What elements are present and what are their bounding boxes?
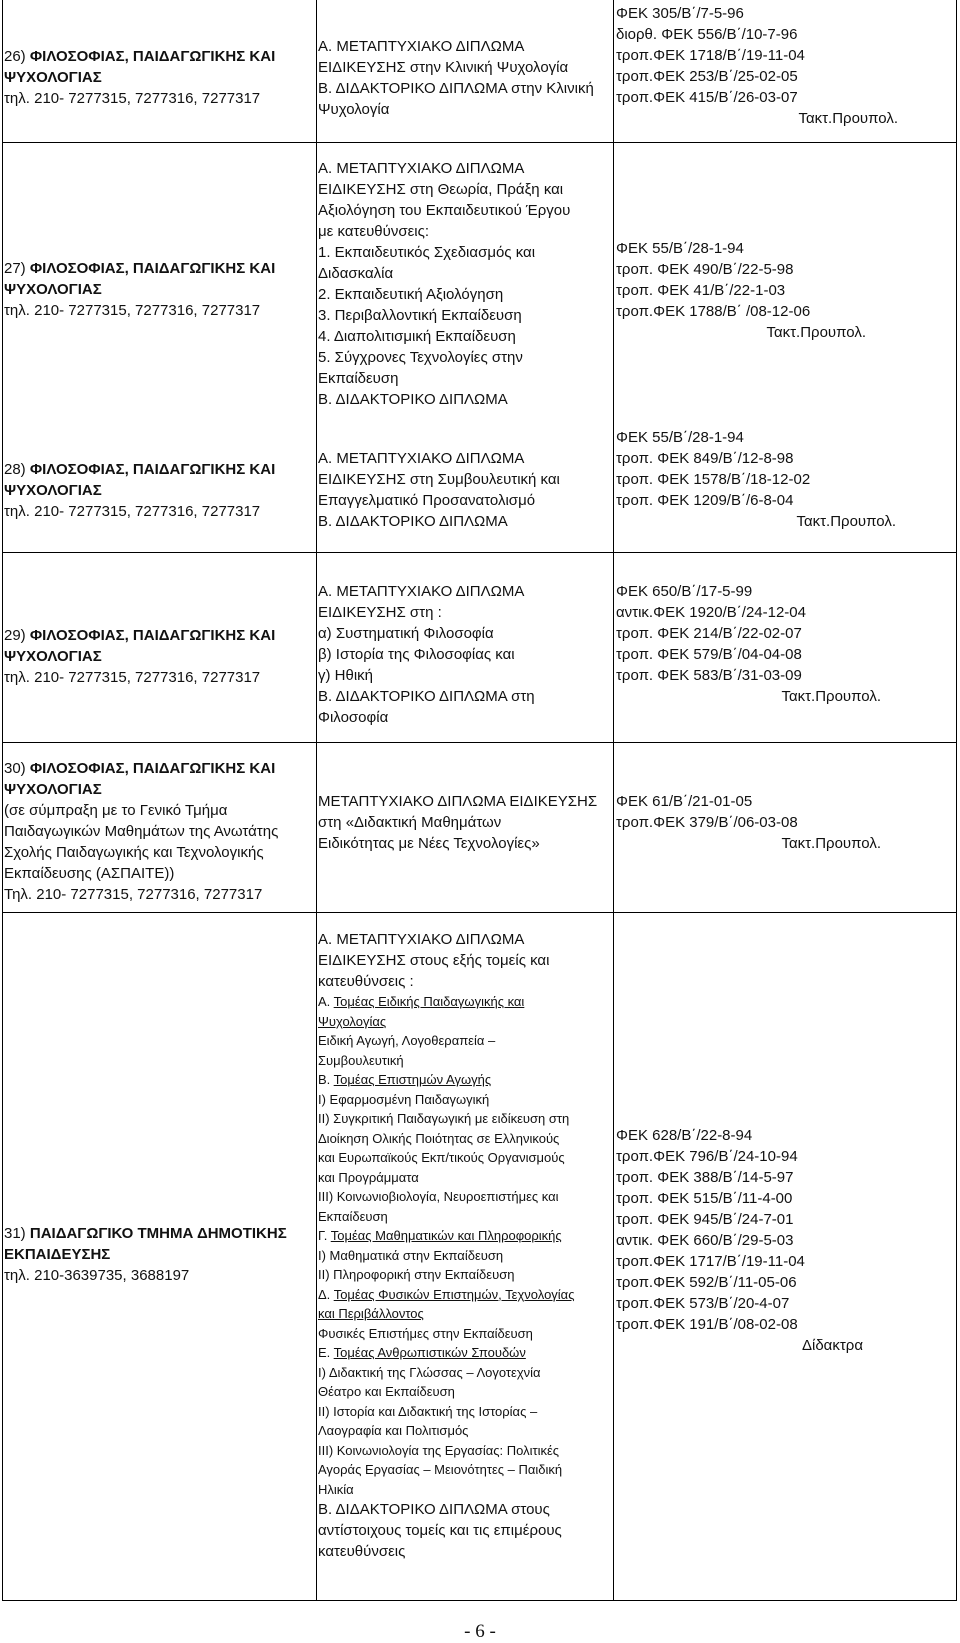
text-run: κατευθύνσεις : — [318, 973, 414, 990]
dept-line — [4, 1244, 287, 1265]
text-run: Ειδική Αγωγή, Λογοθεραπεία – — [318, 1033, 496, 1048]
program-line — [318, 929, 574, 950]
row29-program — [318, 581, 535, 728]
text-run: Α. ΜΕΤΑΠΤΥΧΙΑΚΟ ΔΙΠΛΩΜΑ — [318, 931, 525, 948]
fek-line — [616, 1188, 863, 1209]
fek-line — [616, 1314, 863, 1335]
program-line — [318, 326, 570, 347]
program-line — [318, 1304, 574, 1324]
text-run: αντικ.ΦΕΚ 1920/Β΄/24-12-04 — [616, 604, 806, 621]
text-run: τροπ. ΦΕΚ 214/Β΄/22-02-07 — [616, 625, 802, 642]
text-run: ΕΙΔΙΚΕΥΣΗΣ στη : — [318, 604, 442, 621]
program-line — [318, 1090, 574, 1110]
text-run: ΙΙΙ) Κοινωνιολογία της Εργασίας: Πολιτικές — [318, 1442, 560, 1458]
text-run: Ηλικία — [318, 1481, 354, 1497]
row28-program — [318, 448, 560, 532]
text-run: Β. ΔΙΔΑΚΤΟΡΙΚΟ ΔΙΠΛΩΜΑ στην Κλινική — [318, 80, 594, 97]
program-line — [318, 78, 594, 99]
row28-fek — [616, 427, 896, 532]
dept-line — [4, 459, 275, 480]
text-run: 3. Περιβαλλοντική Εκπαίδευση — [318, 307, 522, 324]
dept-line — [4, 300, 275, 321]
fek-line — [616, 280, 866, 301]
text-run: Δίδακτρα — [801, 1337, 863, 1354]
fek-line — [616, 1125, 863, 1146]
sector-title: Ψυχολογίας — [318, 1013, 387, 1029]
program-line — [318, 1343, 574, 1363]
dept-line — [4, 758, 278, 779]
row30-program — [318, 791, 597, 854]
program-line — [318, 158, 570, 179]
text-run: Δ. — [318, 1286, 334, 1302]
fek-line — [616, 448, 896, 469]
text-run: ΦΕΚ 61/Β΄/21-01-05 — [616, 793, 753, 810]
program-line — [318, 490, 560, 511]
row29-department — [4, 625, 275, 688]
text-run: τροπ.ΦΕΚ 573/Β΄/20-4-07 — [616, 1295, 790, 1312]
text-run: Εκπαίδευσης (ΑΣΠΑΙΤΕ)) — [4, 865, 175, 882]
program-line — [318, 992, 574, 1012]
text-run: 29) — [4, 627, 30, 644]
program-line — [318, 1382, 574, 1402]
program-line — [318, 707, 535, 728]
text-run: ΦΙΛΟΣΟΦΙΑΣ, ΠΑΙΔΑΓΩΓΙΚΗΣ ΚΑΙ — [29, 760, 276, 777]
text-run: Διοίκηση Ολικής Ποιότητας σε Ελληνικούς — [318, 1130, 560, 1146]
program-line — [318, 833, 597, 854]
fek-line — [616, 833, 881, 854]
text-run: 27) — [4, 260, 30, 277]
program-line — [318, 1051, 574, 1071]
text-run: ΦΕΚ 650/Β΄/17-5-99 — [616, 583, 753, 600]
text-run: Τηλ. 210- 7277315, 7277316, 7277317 — [4, 886, 263, 903]
text-run: Αγοράς Εργασίας – Μειονότητες – Παιδική — [318, 1462, 563, 1477]
text-run: τροπ. ΦΕΚ 579/Β΄/04-04-08 — [616, 646, 802, 663]
text-run: Ι) Διδακτική της Γλώσσας – Λογοτεχνία — [318, 1364, 541, 1380]
text-run: ΜΕΤΑΠΤΥΧΙΑΚΟ ΔΙΠΛΩΜΑ ΕΙΔΙΚΕΥΣΗΣ — [318, 793, 598, 810]
program-line — [318, 1363, 574, 1383]
text-run: ΦΕΚ 55/Β΄/28-1-94 — [616, 429, 744, 446]
sector-title: Τομέας Επιστημών Αγωγής — [333, 1072, 492, 1087]
text-run: Ι) Εφαρμοσμένη Παιδαγωγική — [318, 1091, 490, 1107]
fek-line — [616, 1230, 863, 1251]
program-line — [318, 1402, 574, 1422]
text-run: τροπ.ΦΕΚ 415/Β΄/26-03-07 — [616, 89, 798, 106]
text-run: κατευθύνσεις — [318, 1543, 406, 1560]
program-line — [318, 791, 597, 812]
text-run: ΙΙ) Ιστορία και Διδακτική της Ιστορίας – — [318, 1403, 538, 1419]
program-line — [318, 1187, 574, 1207]
row26-fek — [616, 3, 898, 129]
dept-line — [4, 779, 278, 800]
row-separator-28 — [2, 552, 957, 553]
row31-program — [318, 929, 574, 1562]
program-line — [318, 1460, 574, 1480]
text-run: Συμβουλευτική — [318, 1052, 404, 1068]
program-line — [318, 99, 594, 120]
text-run: ΕΚΠΑΙΔΕΥΣΗΣ — [4, 1246, 111, 1263]
fek-line — [616, 665, 881, 686]
text-run: τροπ.ΦΕΚ 191/Β΄/08-02-08 — [616, 1316, 798, 1333]
text-run: Β. ΔΙΔΑΚΤΟΡΙΚΟ ΔΙΠΛΩΜΑ — [318, 513, 508, 530]
text-run: τροπ. ΦΕΚ 515/Β΄/11-4-00 — [616, 1190, 793, 1207]
dept-line — [4, 667, 275, 688]
text-run: (σε σύμπραξη με το Γενικό Τμήμα — [4, 802, 228, 819]
program-line — [318, 347, 570, 368]
text-run: Εκπαίδευση — [318, 370, 399, 387]
text-run: ΕΙΔΙΚΕΥΣΗΣ στη Συμβουλευτική και — [318, 471, 560, 488]
text-run: ΠΑΙΔΑΓΩΓΙΚΟ ΤΜΗΜΑ ΔΗΜΟΤΙΚΗΣ — [29, 1225, 287, 1242]
text-run: Ειδικότητας με Νέες Τεχνολογίες» — [318, 835, 540, 852]
text-run: τροπ. ΦΕΚ 388/Β΄/14-5-97 — [616, 1169, 794, 1186]
fek-line — [616, 45, 898, 66]
text-run: Θέατρο και Εκπαίδευση — [318, 1384, 455, 1399]
text-run: Α. — [318, 994, 334, 1009]
text-run: τροπ.ΦΕΚ 1718/Β΄/19-11-04 — [616, 47, 805, 64]
program-line — [318, 686, 535, 707]
program-line — [318, 389, 570, 410]
fek-line — [616, 322, 866, 343]
text-run: ΦΙΛΟΣΟΦΙΑΣ, ΠΑΙΔΑΓΩΓΙΚΗΣ ΚΑΙ — [29, 260, 276, 277]
program-line — [318, 284, 570, 305]
text-run: ΦΕΚ 628/Β΄/22-8-94 — [616, 1127, 753, 1144]
dept-line — [4, 480, 275, 501]
fek-line — [616, 1272, 863, 1293]
fek-line — [616, 259, 866, 280]
table-border-right — [956, 0, 957, 1600]
row31-fek — [616, 1125, 863, 1356]
text-run: ΨΥΧΟΛΟΓΙΑΣ — [4, 781, 102, 798]
text-run: αντικ. ΦΕΚ 660/Β΄/29-5-03 — [616, 1232, 794, 1249]
text-run: ΙΙ) Συγκριτική Παιδαγωγική με ειδίκευση στη — [318, 1111, 570, 1126]
row-separator-30 — [2, 912, 957, 913]
program-line — [318, 1520, 574, 1541]
fek-line — [616, 301, 866, 322]
text-run: και Προγράμματα — [318, 1169, 419, 1185]
row27-fek — [616, 238, 866, 343]
text-run: τροπ. ΦΕΚ 945/Β΄/24-7-01 — [616, 1211, 794, 1228]
fek-line — [616, 87, 898, 108]
text-run: τροπ.ΦΕΚ 253/Β΄/25-02-05 — [616, 68, 798, 85]
text-run: ΕΙΔΙΚΕΥΣΗΣ στη Θεωρία, Πράξη και — [318, 181, 564, 198]
program-line — [318, 1207, 574, 1227]
text-run: Β. ΔΙΔΑΚΤΟΡΙΚΟ ΔΙΠΛΩΜΑ στους — [318, 1501, 550, 1518]
text-run: τροπ.ΦΕΚ 379/Β΄/06-03-08 — [616, 814, 798, 831]
row27-department — [4, 258, 275, 321]
sector-title: Τομέας Ειδικής Παιδαγωγικής και — [333, 994, 525, 1009]
program-line — [318, 368, 570, 389]
page-number: - 6 - — [464, 1621, 496, 1642]
text-run: 5. Σύγχρονες Τεχνολογίες στην — [318, 349, 523, 366]
text-run: Β. ΔΙΔΑΚΤΟΡΙΚΟ ΔΙΠΛΩΜΑ — [318, 391, 508, 408]
program-line — [318, 1226, 574, 1246]
text-run: ΦΙΛΟΣΟΦΙΑΣ, ΠΑΙΔΑΓΩΓΙΚΗΣ ΚΑΙ — [29, 627, 276, 644]
text-run: α) Συστηματική Φιλοσοφία — [318, 625, 494, 642]
text-run: Σχολής Παιδαγωγικής και Τεχνολογικής — [4, 844, 264, 861]
text-run: ΙΙΙ) Κοινωνιοβιολογία, Νευροεπιστήμες και — [318, 1189, 559, 1204]
program-line — [318, 665, 535, 686]
fek-line — [616, 66, 898, 87]
program-line — [318, 581, 535, 602]
text-run: Α. ΜΕΤΑΠΤΥΧΙΑΚΟ ΔΙΠΛΩΜΑ — [318, 38, 525, 55]
dept-line — [4, 646, 275, 667]
text-run: Τακτ.Προυπολ. — [781, 688, 881, 705]
text-run: Α. ΜΕΤΑΠΤΥΧΙΑΚΟ ΔΙΠΛΩΜΑ — [318, 160, 525, 177]
text-run: Τακτ.Προυπολ. — [781, 835, 881, 852]
program-line — [318, 602, 535, 623]
sector-title: και Περιβάλλοντος — [318, 1306, 424, 1321]
dept-line — [4, 501, 275, 522]
text-run: ΦΕΚ 305/Β΄/7-5-96 — [616, 5, 744, 22]
program-line — [318, 1031, 574, 1051]
text-run: Αξιολόγηση του Εκπαιδευτικού Έργου — [318, 202, 571, 219]
text-run: Φιλοσοφία — [318, 709, 389, 726]
program-line — [318, 179, 570, 200]
text-run: 4. Διαπολιτισμική Εκπαίδευση — [318, 328, 516, 345]
text-run: τροπ.ΦΕΚ 592/Β΄/11-05-06 — [616, 1274, 797, 1291]
text-run: 2. Εκπαιδευτική Αξιολόγηση — [318, 286, 504, 303]
program-line — [318, 1012, 574, 1032]
program-line — [318, 1480, 574, 1500]
sector-title: Τομέας Μαθηματικών και Πληροφορικής — [330, 1228, 562, 1243]
fek-line — [616, 581, 881, 602]
fek-line — [616, 812, 881, 833]
program-line — [318, 1421, 574, 1441]
fek-line — [616, 686, 881, 707]
row31-department — [4, 1223, 287, 1286]
text-run: αντίστοιχους τομείς και τις επιμέρους — [318, 1522, 562, 1539]
text-run: και Ευρωπαϊκούς Εκπ/τικούς Οργανισμούς — [318, 1150, 565, 1165]
text-run: τροπ.ΦΕΚ 1788/Β΄ /08-12-06 — [616, 303, 811, 320]
fek-line — [616, 238, 866, 259]
text-run: Α. ΜΕΤΑΠΤΥΧΙΑΚΟ ΔΙΠΛΩΜΑ — [318, 450, 525, 467]
text-run: Τακτ.Προυπολ. — [798, 110, 898, 127]
text-run: 26) — [4, 48, 30, 65]
text-run: 28) — [4, 461, 30, 478]
column-divider-2 — [613, 0, 614, 1600]
program-line — [318, 57, 594, 78]
dept-line — [4, 884, 278, 905]
program-line — [318, 971, 574, 992]
row26-program — [318, 36, 594, 120]
text-run: τροπ.ΦΕΚ 796/Β΄/24-10-94 — [616, 1148, 798, 1165]
dept-line — [4, 1265, 287, 1286]
text-run: ΦΙΛΟΣΟΦΙΑΣ, ΠΑΙΔΑΓΩΓΙΚΗΣ ΚΑΙ — [29, 48, 276, 65]
text-run: ΦΕΚ 55/Β΄/28-1-94 — [616, 240, 744, 257]
program-line — [318, 469, 560, 490]
text-run: τροπ. ΦΕΚ 41/Β΄/22-1-03 — [616, 282, 786, 299]
program-line — [318, 1541, 574, 1562]
dept-line — [4, 88, 275, 109]
program-line — [318, 950, 574, 971]
program-line — [318, 263, 570, 284]
dept-line — [4, 842, 278, 863]
text-run: Β. — [318, 1072, 334, 1087]
program-line — [318, 1148, 574, 1168]
text-run: Φυσικές Επιστήμες στην Εκπαίδευση — [318, 1325, 533, 1341]
program-line — [318, 1129, 574, 1149]
program-line — [318, 1070, 574, 1090]
text-run: τροπ.ΦΕΚ 1717/Β΄/19-11-04 — [616, 1253, 805, 1270]
table-border-bottom — [2, 1600, 957, 1601]
program-line — [318, 1168, 574, 1188]
program-line — [318, 1265, 574, 1285]
fek-line — [616, 1335, 863, 1356]
fek-line — [616, 469, 896, 490]
text-run: Επαγγελματικό Προσανατολισμό — [318, 492, 536, 509]
dept-line — [4, 1223, 287, 1244]
fek-line — [616, 3, 898, 24]
row27-program — [318, 158, 570, 410]
text-run: Τακτ.Προυπολ. — [796, 513, 896, 530]
program-line — [318, 1109, 574, 1129]
fek-line — [616, 1167, 863, 1188]
text-run: τροπ. ΦΕΚ 490/Β΄/22-5-98 — [616, 261, 794, 278]
table-border-left — [2, 0, 3, 1600]
program-line — [318, 1285, 574, 1305]
fek-line — [616, 602, 881, 623]
text-run: Λαογραφία και Πολιτισμός — [318, 1423, 469, 1438]
text-run: τροπ. ΦΕΚ 1578/Β΄/18-12-02 — [616, 471, 811, 488]
text-run: Ψυχολογία — [318, 101, 390, 118]
row29-fek — [616, 581, 881, 707]
dept-line — [4, 821, 278, 842]
fek-line — [616, 1251, 863, 1272]
program-line — [318, 1499, 574, 1520]
text-run: τηλ. 210- 7277315, 7277316, 7277317 — [4, 503, 261, 520]
text-run: Ι) Μαθηματικά στην Εκπαίδευση — [318, 1247, 504, 1263]
row-separator-29 — [2, 742, 957, 743]
program-line — [318, 305, 570, 326]
text-run: ΕΙΔΙΚΕΥΣΗΣ στους εξής τομείς και — [318, 952, 550, 969]
row-separator-26 — [2, 142, 957, 143]
text-run: τροπ. ΦΕΚ 583/Β΄/31-03-09 — [616, 667, 802, 684]
text-run: 30) — [4, 760, 30, 777]
text-run: ΨΥΧΟΛΟΓΙΑΣ — [4, 281, 102, 298]
text-run: γ) Ηθική — [318, 667, 374, 684]
program-line — [318, 448, 560, 469]
dept-line — [4, 800, 278, 821]
text-run: Α. ΜΕΤΑΠΤΥΧΙΑΚΟ ΔΙΠΛΩΜΑ — [318, 583, 525, 600]
fek-line — [616, 24, 898, 45]
text-run: β) Ιστορία της Φιλοσοφίας και — [318, 646, 515, 663]
text-run: Τακτ.Προυπολ. — [766, 324, 866, 341]
program-line — [318, 812, 597, 833]
program-line — [318, 644, 535, 665]
row30-fek — [616, 791, 881, 854]
fek-line — [616, 1146, 863, 1167]
program-line — [318, 200, 570, 221]
text-run: τηλ. 210- 7277315, 7277316, 7277317 — [4, 90, 261, 107]
fek-line — [616, 791, 881, 812]
dept-line — [4, 863, 278, 884]
text-run: Γ. — [318, 1228, 331, 1243]
row26-department — [4, 46, 275, 109]
fek-line — [616, 1293, 863, 1314]
sector-title: Τομέας Ανθρωπιστικών Σπουδών — [333, 1345, 526, 1360]
text-run: τροπ. ΦΕΚ 1209/Β΄/6-8-04 — [616, 492, 794, 509]
program-line — [318, 511, 560, 532]
sector-title: Τομέας Φυσικών Επιστημών, Τεχνολογίας — [333, 1286, 575, 1302]
text-run: 31) — [4, 1225, 30, 1242]
text-run: ΨΥΧΟΛΟΓΙΑΣ — [4, 482, 102, 499]
program-line — [318, 221, 570, 242]
dept-line — [4, 625, 275, 646]
text-run: ΕΙΔΙΚΕΥΣΗΣ στην Κλινική Ψυχολογία — [318, 59, 569, 76]
text-run: ΨΥΧΟΛΟΓΙΑΣ — [4, 69, 102, 86]
text-run: τηλ. 210- 7277315, 7277316, 7277317 — [4, 669, 261, 686]
text-run: ΦΙΛΟΣΟΦΙΑΣ, ΠΑΙΔΑΓΩΓΙΚΗΣ ΚΑΙ — [29, 461, 276, 478]
text-run: Β. ΔΙΔΑΚΤΟΡΙΚΟ ΔΙΠΛΩΜΑ στη — [318, 688, 535, 705]
text-run: διορθ. ΦΕΚ 556/Β΄/10-7-96 — [616, 26, 798, 43]
program-line — [318, 1324, 574, 1344]
dept-line — [4, 279, 275, 300]
text-run: Εκπαίδευση — [318, 1208, 388, 1224]
text-run: ΨΥΧΟΛΟΓΙΑΣ — [4, 648, 102, 665]
fek-line — [616, 644, 881, 665]
program-line — [318, 242, 570, 263]
fek-line — [616, 490, 896, 511]
fek-line — [616, 427, 896, 448]
dept-line — [4, 258, 275, 279]
fek-line — [616, 108, 898, 129]
text-run: 1. Εκπαιδευτικός Σχεδιασμός και — [318, 244, 536, 261]
column-divider-1 — [316, 0, 317, 1600]
row28-department — [4, 459, 275, 522]
text-run: με κατευθύνσεις: — [318, 223, 430, 240]
program-line — [318, 1441, 574, 1461]
dept-line — [4, 46, 275, 67]
fek-line — [616, 1209, 863, 1230]
text-run: Ε. — [318, 1345, 334, 1360]
program-line — [318, 1246, 574, 1266]
program-line — [318, 623, 535, 644]
fek-line — [616, 511, 896, 532]
fek-line — [616, 623, 881, 644]
text-run: ΙΙ) Πληροφορική στην Εκπαίδευση — [318, 1267, 515, 1282]
text-run: τηλ. 210- 7277315, 7277316, 7277317 — [4, 302, 261, 319]
row30-department — [4, 758, 278, 905]
text-run: τροπ. ΦΕΚ 849/Β΄/12-8-98 — [616, 450, 794, 467]
text-run: τηλ. 210-3639735, 3688197 — [4, 1267, 190, 1284]
program-line — [318, 36, 594, 57]
dept-line — [4, 67, 275, 88]
text-run: Διδασκαλία — [318, 265, 394, 282]
text-run: στη «Διδακτική Μαθημάτων — [318, 814, 502, 831]
text-run: Παιδαγωγικών Μαθημάτων της Ανωτάτης — [4, 823, 279, 840]
